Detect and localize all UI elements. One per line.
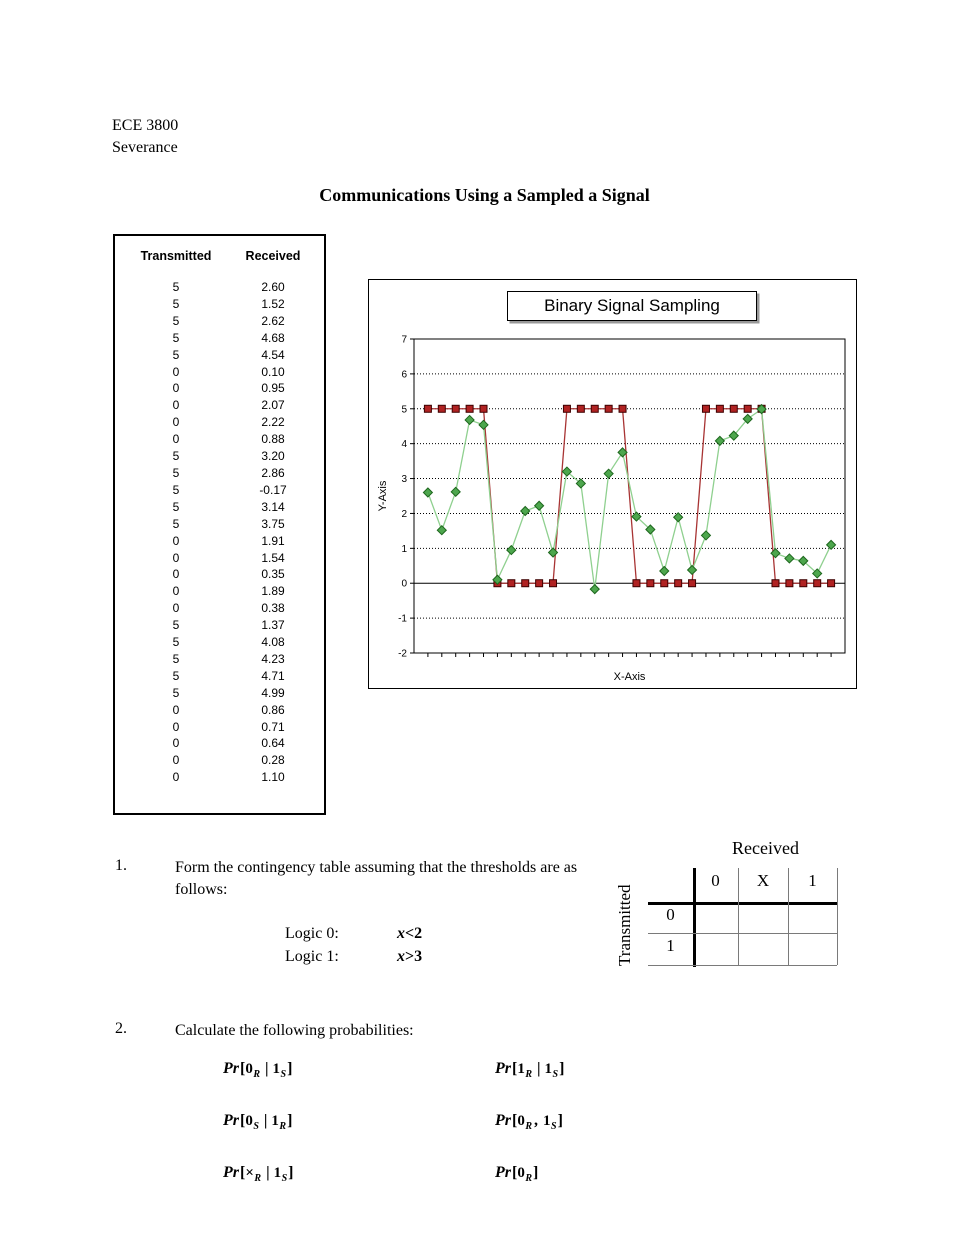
received-value: 3.14: [261, 499, 285, 514]
received-value: 3.75: [261, 516, 285, 531]
transmitted-value: 5: [172, 635, 180, 650]
received-value: 4.99: [261, 685, 285, 700]
y-tick-label: 4: [401, 439, 407, 451]
contingency-received-label: Received: [732, 838, 799, 858]
y-tick-label: 7: [401, 334, 407, 346]
received-value: 1.52: [261, 296, 285, 311]
contingency-grid-line: [788, 868, 789, 965]
table-row: [115, 533, 324, 550]
chart-plot: [369, 280, 856, 688]
y-tick-label: 0: [401, 578, 407, 590]
received-value: 4.54: [261, 347, 285, 362]
transmitted-value: 0: [172, 567, 180, 582]
y-tick-label: 5: [401, 404, 407, 416]
author-name: Severance: [112, 139, 178, 156]
contingency-grid-line: [693, 868, 696, 967]
y-tick-label: -2: [398, 648, 407, 660]
transmitted-value: 0: [172, 719, 180, 734]
received-value: 4.71: [261, 668, 285, 683]
received-value: 2.86: [261, 465, 285, 480]
logic-line: [115, 948, 545, 971]
received-value: 0.28: [261, 753, 285, 768]
column-header-transmitted: Transmitted: [140, 249, 212, 263]
contingency-col-header: 1: [808, 871, 817, 890]
table-row: [115, 397, 324, 414]
question-1: [115, 857, 615, 977]
table-row: [115, 465, 324, 482]
table-row: [115, 279, 324, 296]
y-tick-label: 1: [401, 543, 407, 555]
data-table-header: [115, 249, 324, 263]
contingency-grid-line: [738, 868, 739, 965]
received-value: 2.62: [261, 313, 285, 328]
received-value: 0.10: [261, 364, 285, 379]
table-row: [115, 330, 324, 347]
logic-label: Logic 0:: [285, 925, 339, 942]
transmitted-value: 5: [172, 449, 180, 464]
transmitted-value: 5: [172, 685, 180, 700]
transmitted-value: 0: [172, 584, 180, 599]
y-axis-label: Y-Axis: [377, 480, 389, 512]
table-row: [115, 566, 324, 583]
transmitted-value: 5: [172, 668, 180, 683]
probability-expression: $Pr[\times_R$ | $1_S$]: [223, 1164, 294, 1184]
y-tick-label: 6: [401, 369, 407, 381]
received-value: 4.23: [261, 651, 285, 666]
probability-expression: $Pr[0_R$ , $1_S$]: [495, 1112, 563, 1132]
transmitted-value: 0: [172, 415, 180, 430]
transmitted-value: 5: [172, 618, 180, 633]
column-header-received: Received: [245, 249, 301, 263]
transmitted-value: 5: [172, 330, 180, 345]
received-value: 1.10: [261, 770, 285, 785]
transmitted-value: 5: [172, 651, 180, 666]
transmitted-value: 5: [172, 313, 180, 328]
table-row: [115, 431, 324, 448]
table-row: [115, 414, 324, 431]
received-value: 4.68: [261, 330, 285, 345]
question-1-text: Form the contingency table assuming that the thresholds are as follows:: [175, 859, 578, 898]
table-row: [115, 651, 324, 668]
data-table: [113, 234, 326, 815]
transmitted-value: 0: [172, 533, 180, 548]
logic-expression: x>3: [397, 948, 423, 965]
transmitted-value: 0: [172, 550, 180, 565]
table-row: [115, 380, 324, 397]
contingency-grid-line: [837, 868, 838, 965]
received-value: 0.64: [261, 736, 285, 751]
chart: [368, 279, 857, 689]
transmitted-value: 0: [172, 432, 180, 447]
probability-expression: $Pr[0_S$ | $1_R$]: [223, 1112, 293, 1132]
document-title: Communications Using a Sampled a Signal: [319, 185, 650, 205]
table-row: [115, 617, 324, 634]
chart-title: Binary Signal Sampling: [507, 291, 757, 321]
received-value: 3.20: [261, 449, 285, 464]
contingency-col-header: X: [756, 871, 770, 890]
received-value: 2.22: [261, 415, 285, 430]
contingency-transmitted-label: Transmitted: [615, 884, 634, 966]
table-row: [115, 769, 324, 786]
data-table-rows: [115, 279, 324, 786]
y-tick-label: 2: [401, 508, 407, 520]
table-row: [115, 499, 324, 516]
transmitted-value: 5: [172, 280, 180, 294]
contingency-table: [613, 838, 863, 990]
course-code: ECE 3800: [112, 117, 179, 134]
table-row: [115, 347, 324, 364]
table-row: [115, 702, 324, 719]
received-value: 0.86: [261, 702, 285, 717]
transmitted-value: 0: [172, 736, 180, 751]
table-row: [115, 364, 324, 381]
axis-ticks: [398, 335, 831, 660]
transmitted-value: 0: [172, 381, 180, 396]
received-value: 1.37: [261, 618, 285, 633]
transmitted-value: 5: [172, 465, 180, 480]
contingency-row-header: 1: [666, 936, 675, 955]
received-value: 2.07: [261, 398, 285, 413]
received-value: 0.88: [261, 432, 285, 447]
contingency-col-header: 0: [711, 871, 720, 890]
logic-line: [115, 925, 545, 948]
x-axis-label: X-Axis: [613, 671, 646, 683]
table-row: [115, 719, 324, 736]
table-row: [115, 296, 324, 313]
received-value: -0.17: [259, 482, 287, 497]
transmitted-value: 5: [172, 499, 180, 514]
transmitted-value: 0: [172, 398, 180, 413]
contingency-grid-line: [648, 933, 837, 934]
received-value: 4.08: [261, 635, 285, 650]
received-value: 0.38: [261, 601, 285, 616]
logic-expression: x<2: [397, 925, 423, 942]
received-value: 1.91: [261, 533, 285, 548]
transmitted-value: 5: [172, 482, 180, 497]
question-2: [115, 1020, 615, 1050]
table-row: [115, 550, 324, 567]
received-value: 0.95: [261, 381, 285, 396]
received-value: 0.35: [261, 567, 285, 582]
contingency-grid-line: [648, 965, 837, 966]
probability-expression: $Pr[0_R]$: [495, 1164, 539, 1184]
transmitted-value: 5: [172, 347, 180, 362]
document-header: [112, 115, 178, 159]
received-value: 2.60: [261, 280, 285, 294]
received-value: 1.89: [261, 584, 285, 599]
received-value: 1.54: [261, 550, 285, 565]
series-line-transmitted: [428, 409, 831, 583]
table-row: [115, 668, 324, 685]
table-row: [115, 634, 324, 651]
table-row: [115, 448, 324, 465]
transmitted-value: 5: [172, 516, 180, 531]
transmitted-value: 0: [172, 364, 180, 379]
table-row: [115, 482, 324, 499]
probability-expression: $Pr[0_R$ | $1_S$]: [223, 1060, 293, 1080]
transmitted-value: 0: [172, 702, 180, 717]
table-row: [115, 600, 324, 617]
y-tick-label: -1: [398, 613, 407, 625]
question-1-number: 1.: [115, 857, 127, 874]
contingency-row-header: 0: [666, 905, 675, 924]
transmitted-value: 0: [172, 601, 180, 616]
logic-label: Logic 1:: [285, 948, 339, 965]
table-row: [115, 516, 324, 533]
received-value: 0.71: [261, 719, 285, 734]
question-2-number: 2.: [115, 1020, 127, 1037]
y-tick-label: 3: [401, 474, 407, 486]
table-row: [115, 313, 324, 330]
table-row: [115, 685, 324, 702]
contingency-grid-line: [648, 902, 838, 905]
transmitted-value: 5: [172, 296, 180, 311]
table-row: [115, 735, 324, 752]
transmitted-value: 0: [172, 770, 180, 785]
transmitted-value: 0: [172, 753, 180, 768]
contingency-col-headers: [693, 871, 837, 891]
probability-expression: $Pr[1_R$ | $1_S$]: [495, 1060, 565, 1080]
question-2-text: Calculate the following probabilities:: [175, 1022, 414, 1039]
table-row: [115, 583, 324, 600]
table-row: [115, 752, 324, 769]
